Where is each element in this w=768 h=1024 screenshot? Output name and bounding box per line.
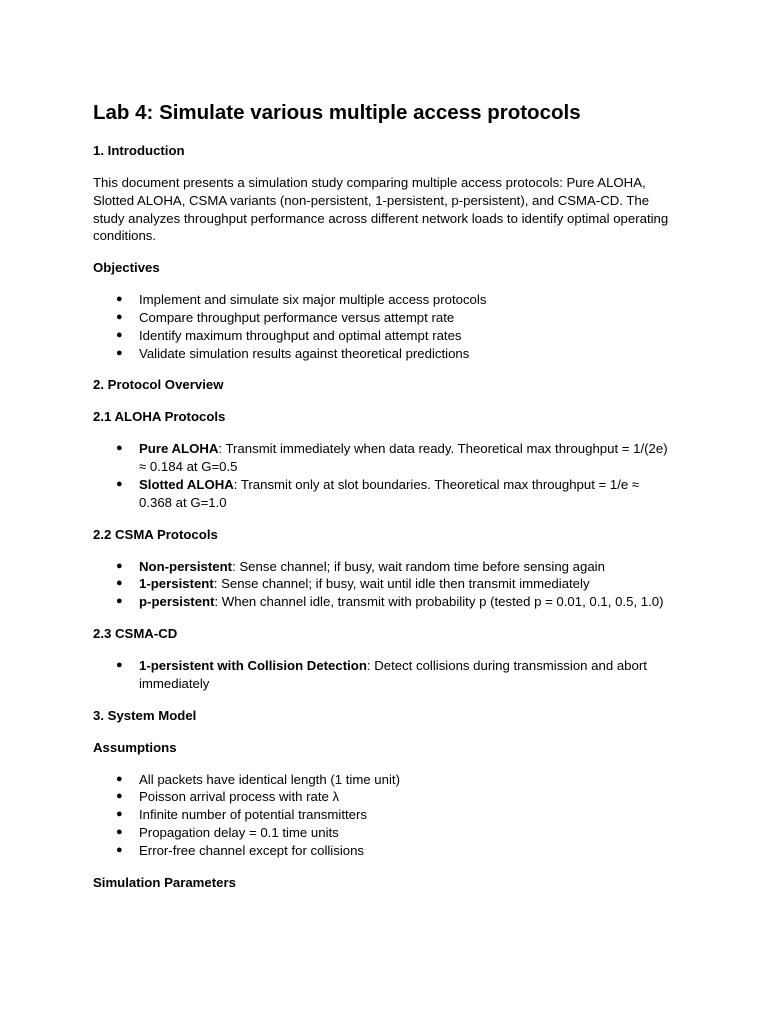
section-heading-introduction: 1. Introduction xyxy=(93,143,185,158)
list-item: ● Compare throughput performance versus attempt rate xyxy=(116,309,455,325)
list-item: ● Infinite number of potential transmitters xyxy=(116,807,367,823)
bullet-icon: ● xyxy=(116,310,123,323)
list-item: ● Implement and simulate six major multiple access protocols xyxy=(116,292,487,308)
term-description: : When channel idle, transmit with probability p (tested p = 0.01, 0.1, 0.5, 1.0) xyxy=(214,594,664,610)
term: p-persistent xyxy=(139,594,215,610)
list-item xyxy=(93,657,675,693)
section-heading-system-model: 3. System Model xyxy=(93,707,197,723)
bullet-icon: ● xyxy=(116,346,123,359)
subsection-heading-csma-cd: 2.3 CSMA-CD xyxy=(93,625,178,641)
bullet-icon: ● xyxy=(116,577,123,590)
list-item: ● Error-free channel except for collisions xyxy=(116,842,365,858)
term-description: : Sense channel; if busy, wait random time before sensing again xyxy=(232,558,605,574)
list-item xyxy=(93,593,675,611)
term-description: : Transmit immediately when data ready. Theoretical max throughput = 1/(2e) ≈ 0.184 at G=0.5 xyxy=(139,441,668,475)
subsection-heading-csma: 2.2 CSMA Protocols xyxy=(93,526,218,542)
term: Pure ALOHA xyxy=(139,441,219,457)
list-item: ● Propagation delay = 0.1 time units xyxy=(116,824,339,840)
list-item xyxy=(93,558,675,576)
term-description: : Transmit only at slot boundaries. Theoretical max throughput = 1/e ≈ 0.368 at G=1.0 xyxy=(139,476,640,510)
objectives-heading: Objectives xyxy=(93,260,160,276)
list-item xyxy=(93,575,675,593)
bullet-icon: ● xyxy=(116,772,123,785)
term: 1-persistent with Collision Detection xyxy=(139,657,367,673)
term: 1-persistent xyxy=(139,576,214,592)
list-item: ● Identify maximum throughput and optimal attempt rates xyxy=(116,327,462,343)
subsection-heading-aloha: 2.1 ALOHA Protocols xyxy=(93,409,226,425)
assumptions-heading: Assumptions xyxy=(93,739,177,755)
list-item: ● Poisson arrival process with rate λ xyxy=(116,789,340,805)
objectives-list xyxy=(93,291,675,362)
introduction-paragraph: This document presents a simulation study comparing multiple access protocols: Pure ALOHA, Slotted ALOHA, CSMA variants (non-persistent, 1-persistent, p-persistent), and CSMA-CD. The study analyzes throughput performance across different network loads to identify optimal operating conditions. xyxy=(93,175,669,244)
bullet-icon: ● xyxy=(116,477,123,490)
csma-list xyxy=(93,558,675,611)
bullet-icon: ● xyxy=(116,790,123,803)
document-title: Lab 4: Simulate various multiple access protocols xyxy=(93,101,581,124)
assumptions-list xyxy=(93,771,675,860)
term: Slotted ALOHA xyxy=(139,476,234,492)
bullet-icon: ● xyxy=(116,293,123,306)
bullet-icon: ● xyxy=(116,559,123,572)
term: Non-persistent xyxy=(139,558,233,574)
bullet-icon: ● xyxy=(116,595,123,608)
bullet-icon: ● xyxy=(116,442,123,455)
list-item xyxy=(93,476,675,512)
list-item xyxy=(93,440,675,476)
list-item: ● All packets have identical length (1 time unit) xyxy=(116,771,400,787)
aloha-list xyxy=(93,440,675,511)
section-heading-protocol-overview: 2. Protocol Overview xyxy=(93,377,224,393)
csma-cd-list xyxy=(93,657,675,693)
bullet-icon: ● xyxy=(116,825,123,838)
term-description: : Detect collisions during transmission and abort immediately xyxy=(139,657,647,691)
term-description: : Sense channel; if busy, wait until idle then transmit immediately xyxy=(213,576,590,592)
bullet-icon: ● xyxy=(116,843,123,856)
bullet-icon: ● xyxy=(116,808,123,821)
bullet-icon: ● xyxy=(116,328,123,341)
bullet-icon: ● xyxy=(116,658,123,671)
list-item: ● Validate simulation results against theoretical predictions xyxy=(116,345,470,361)
simulation-parameters-heading: Simulation Parameters xyxy=(93,874,236,890)
